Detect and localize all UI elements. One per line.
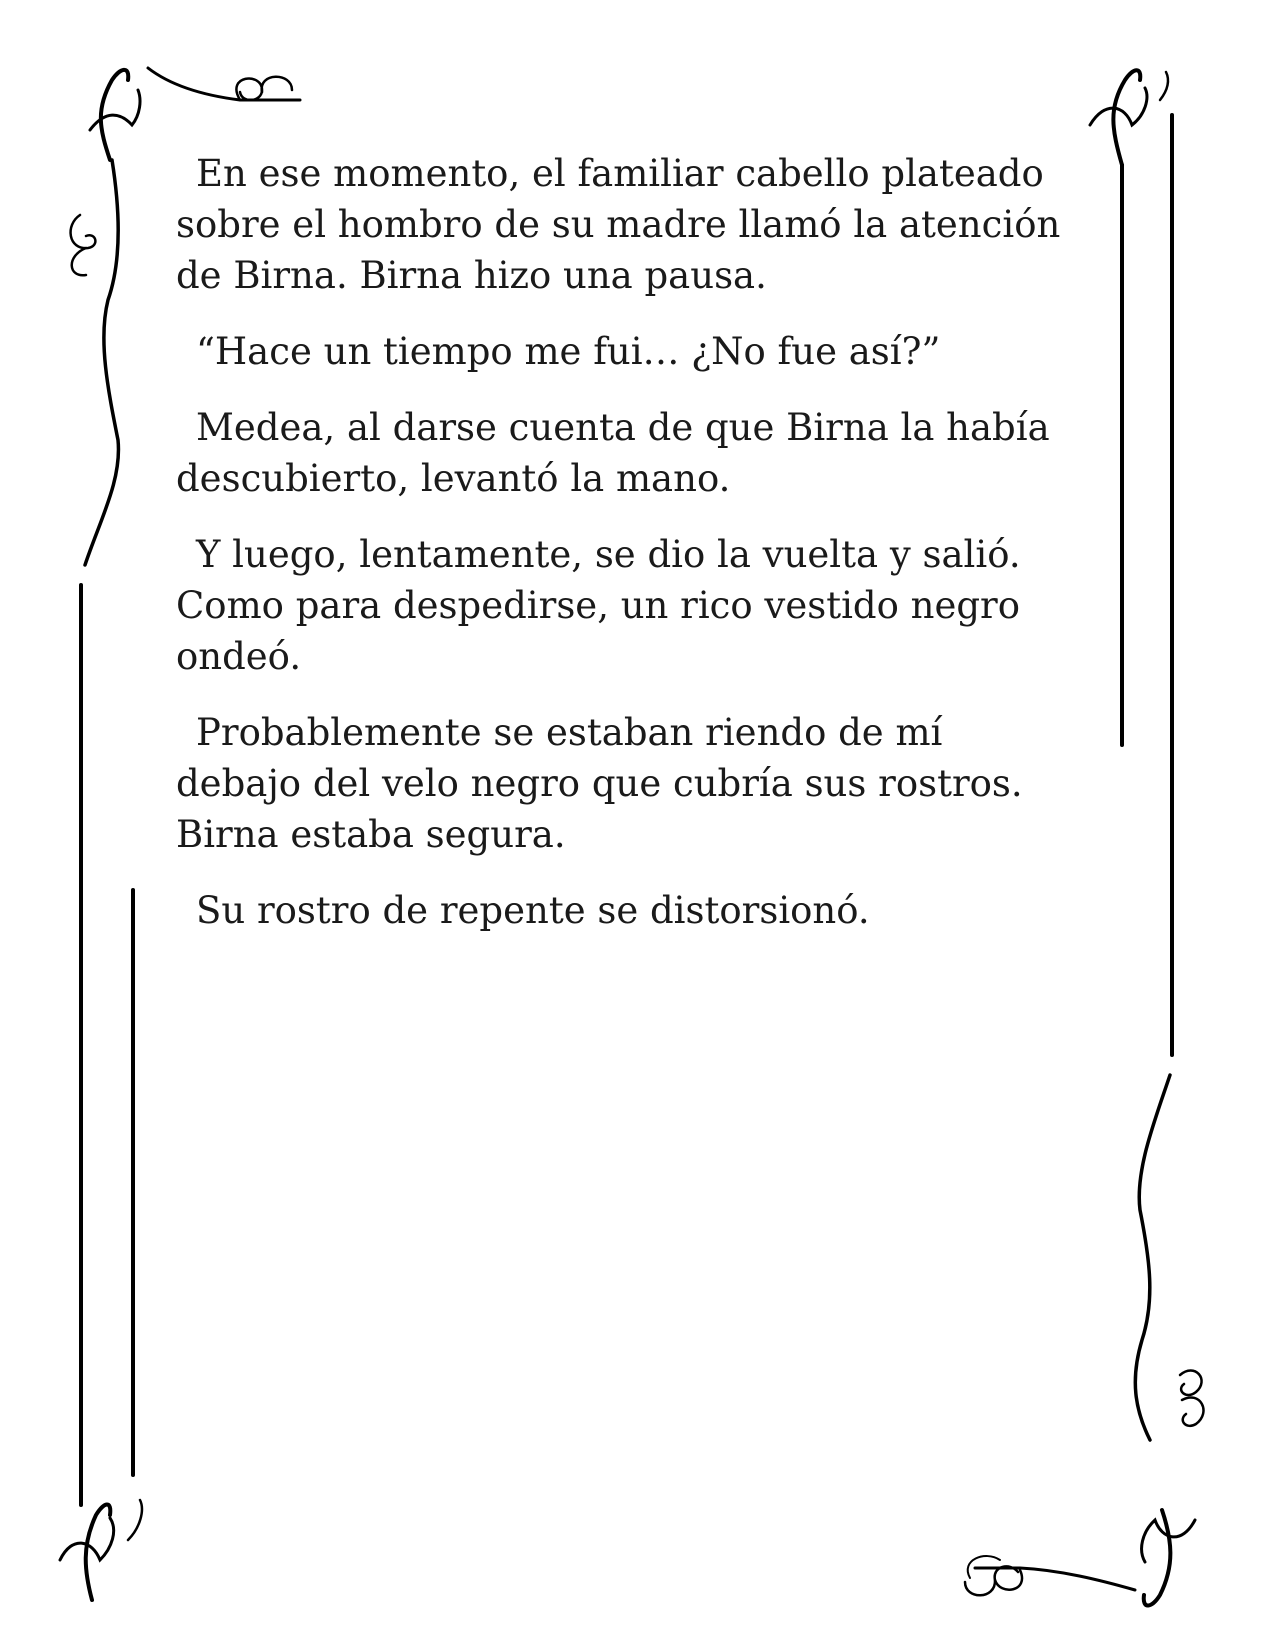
bottom-right-flourish — [965, 1075, 1203, 1606]
bottom-left-flourish — [60, 1500, 142, 1600]
paragraph-5: Probablemente se estaban riendo de mí debajo del velo negro que cubría sus rostros. Birna estaba segura. — [176, 711, 1023, 856]
paragraph-3: Medea, al darse cuenta de que Birna la había descubierto, levantó la mano. — [176, 406, 1050, 500]
story-text — [176, 148, 1076, 961]
top-right-flourish — [1090, 70, 1168, 165]
paragraph-1: En ese momento, el familiar cabello plateado sobre el hombro de su madre llamó la atención de Birna. Birna hizo una pausa. — [176, 152, 1061, 297]
paragraph-4: Y luego, lentamente, se dio la vuelta y salió. Como para despedirse, un rico vestido negro ondeó. — [176, 533, 1021, 678]
paragraph-6: Su rostro de repente se distorsionó. — [196, 889, 870, 932]
paragraph-2: “Hace un tiempo me fui… ¿No fue así?” — [196, 330, 941, 373]
